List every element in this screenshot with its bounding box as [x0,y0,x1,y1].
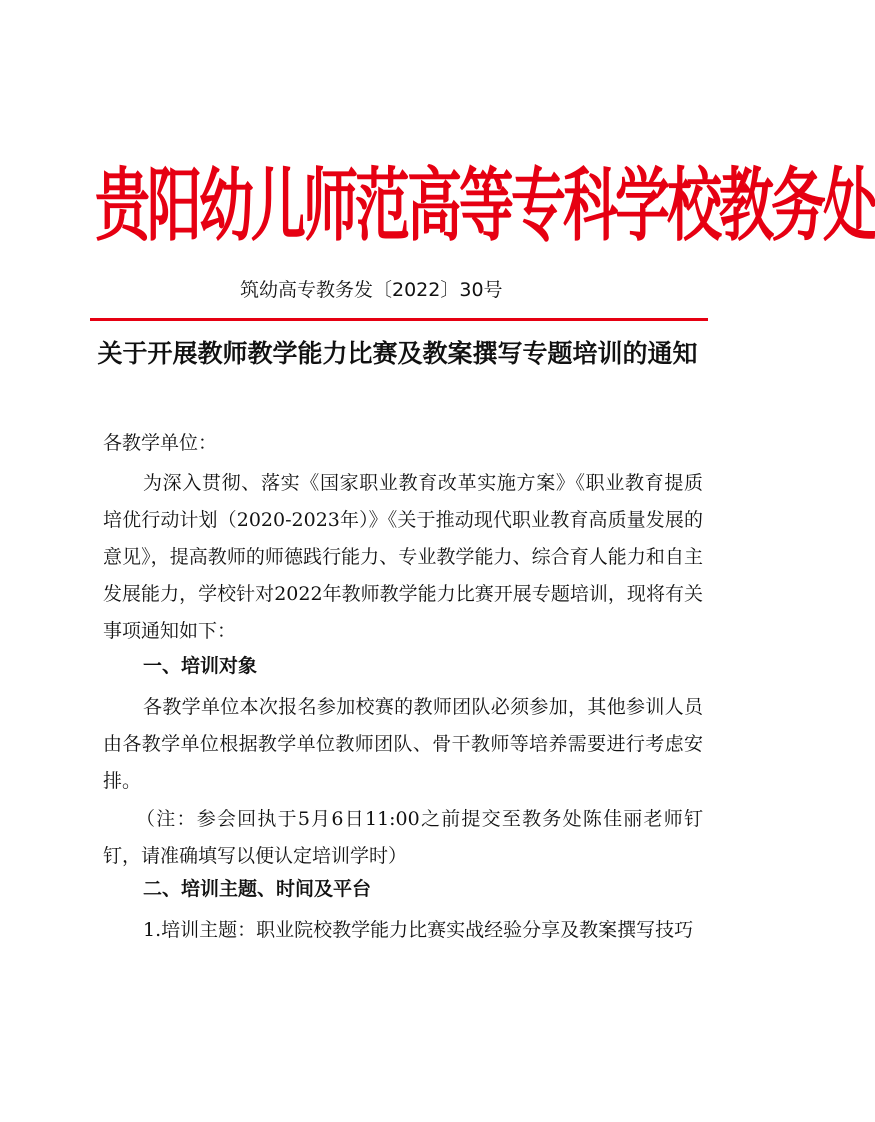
issuing-office-header: 贵阳幼儿师范高等专科学校教务处 [95,157,875,252]
salutation: 各教学单位： [103,432,218,454]
intro-paragraph: 为深入贯彻、落实《国家职业教育改革实施方案》《职业教育提质培优行动计划（2020-2023年）》《关于推动现代职业教育高质量发展的意见》，提高教师的师德践行能力、专业教学能力、综合育人能力和自主发展能力，学校针对2022年教师教学能力比赛开展专题培训，现将有关事项通知如下： [103,472,703,642]
section-heading-topic-time-platform: 二、培训主题、时间及平台 [143,878,372,900]
red-divider-rule [90,318,708,321]
document-title: 关于开展教师教学能力比赛及教案撰写专题培训的通知 [97,339,698,368]
training-topic-item: 1.培训主题：职业院校教学能力比赛实战经验分享及教案撰写技巧 [143,919,694,941]
document-number: 筑幼高专教务发〔2022〕30号 [240,279,503,301]
section-heading-participants: 一、培训对象 [143,655,258,677]
registration-note: （注：参会回执于5月6日11:00之前提交至教务处陈佳丽老师钉钉，请准确填写以便认定培训学时） [103,808,703,867]
participants-paragraph: 各教学单位本次报名参加校赛的教师团队必须参加，其他参训人员由各教学单位根据教学单位教师团队、骨干教师等培养需要进行考虑安排。 [103,696,703,792]
